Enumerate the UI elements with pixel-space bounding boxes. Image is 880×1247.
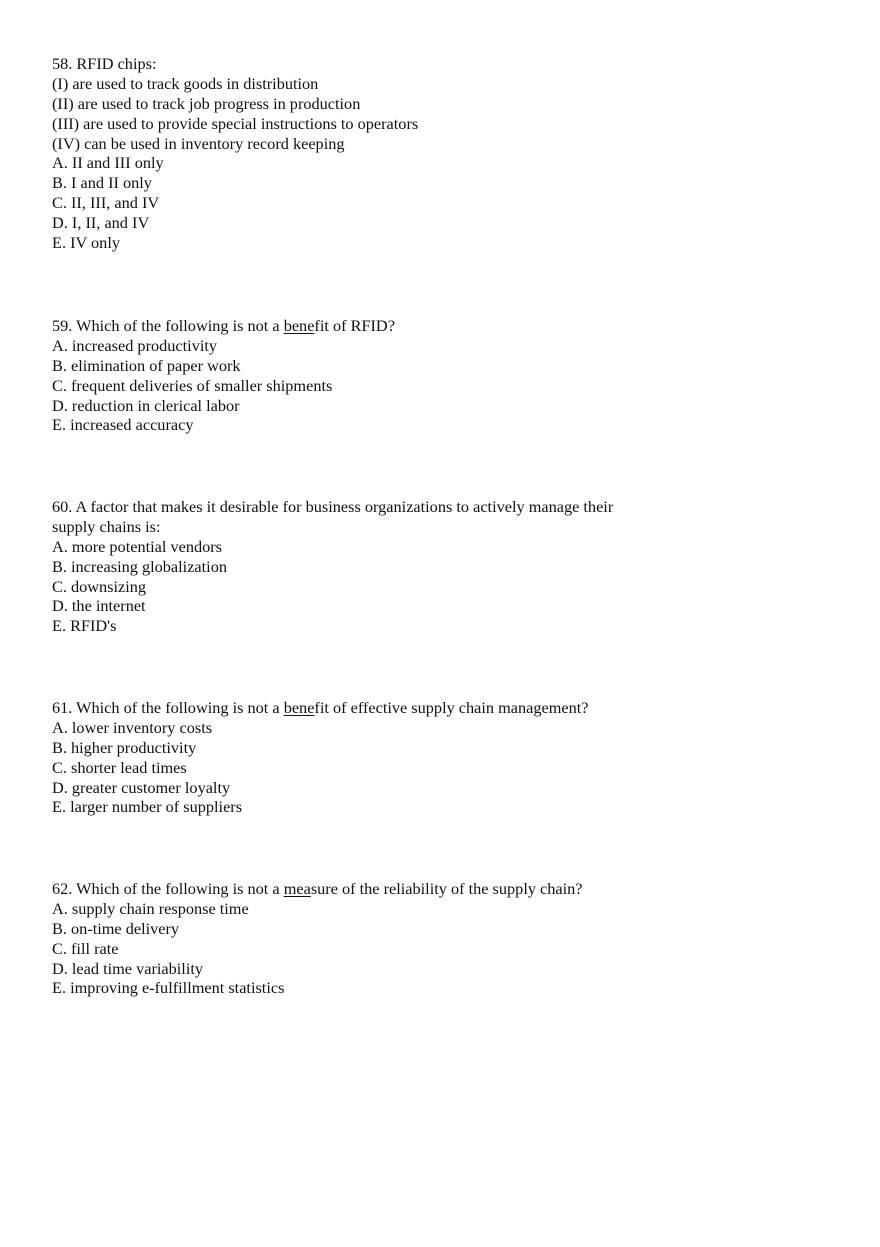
answer-option: A. more potential vendors [52,536,223,556]
underlined-text: bene [283,316,315,335]
answer-option: E. IV only [52,233,120,253]
stem-text: 61. Which of the following is not a [52,698,284,717]
stem-text: (II) are used to track job progress in production [52,93,361,113]
stem-text: fit of effective supply chain management? [314,698,589,717]
answer-option: E. increased accuracy [52,415,194,435]
question-stem-line [52,316,395,336]
question-block [52,879,583,998]
stem-text: 59. Which of the following is not a [52,316,284,335]
question-stem-line [52,879,583,899]
answer-option: D. reduction in clerical labor [52,395,240,415]
answer-option: A. II and III only [52,153,164,173]
question-block [52,497,613,636]
answer-option: A. increased productivity [52,335,218,355]
stem-text: (I) are used to track goods in distribution [52,73,319,93]
stem-text: fit of RFID? [314,316,395,335]
underlined-text: mea [283,879,311,898]
answer-option: E. larger number of suppliers [52,797,243,817]
answer-option: C. II, III, and IV [52,193,160,213]
answer-option: B. higher productivity [52,737,197,757]
answer-option: A. supply chain response time [52,898,249,918]
answer-option: C. downsizing [52,576,147,596]
underlined-text: bene [283,698,315,717]
answer-option: D. I, II, and IV [52,213,150,233]
answer-option: B. I and II only [52,173,152,193]
stem-text: 62. Which of the following is not a [52,879,284,898]
answer-option: D. greater customer loyalty [52,777,231,797]
question-block [52,698,589,817]
question-block [52,54,418,253]
answer-option: A. lower inventory costs [52,717,213,737]
stem-text: (IV) can be used in inventory record keeping [52,133,345,153]
answer-option: C. fill rate [52,938,119,958]
question-stem-line [52,517,613,537]
stem-text: sure of the reliability of the supply chain? [310,879,583,898]
answer-option: B. elimination of paper work [52,355,241,375]
answer-option: E. improving e-fulfillment statistics [52,978,285,998]
answer-option: D. lead time variability [52,958,204,978]
question-stem-line [52,134,418,154]
stem-text: (III) are used to provide special instructions to operators [52,113,419,133]
question-stem-line [52,74,418,94]
stem-text: 58. RFID chips: [52,54,157,73]
answer-option: D. the internet [52,596,146,616]
question-block [52,316,395,435]
stem-text: supply chains is: [52,516,161,536]
answer-option: C. shorter lead times [52,757,187,777]
question-stem-line [52,54,418,74]
question-stem-line [52,698,589,718]
answer-option: E. RFID's [52,616,117,636]
answer-option: B. on-time delivery [52,918,180,938]
question-stem-line [52,497,613,517]
stem-text: 60. A factor that makes it desirable for business organizations to actively manage their [52,497,614,516]
question-stem-line [52,114,418,134]
answer-option: B. increasing globalization [52,556,227,576]
answer-option: C. frequent deliveries of smaller shipments [52,375,333,395]
question-stem-line [52,94,418,114]
